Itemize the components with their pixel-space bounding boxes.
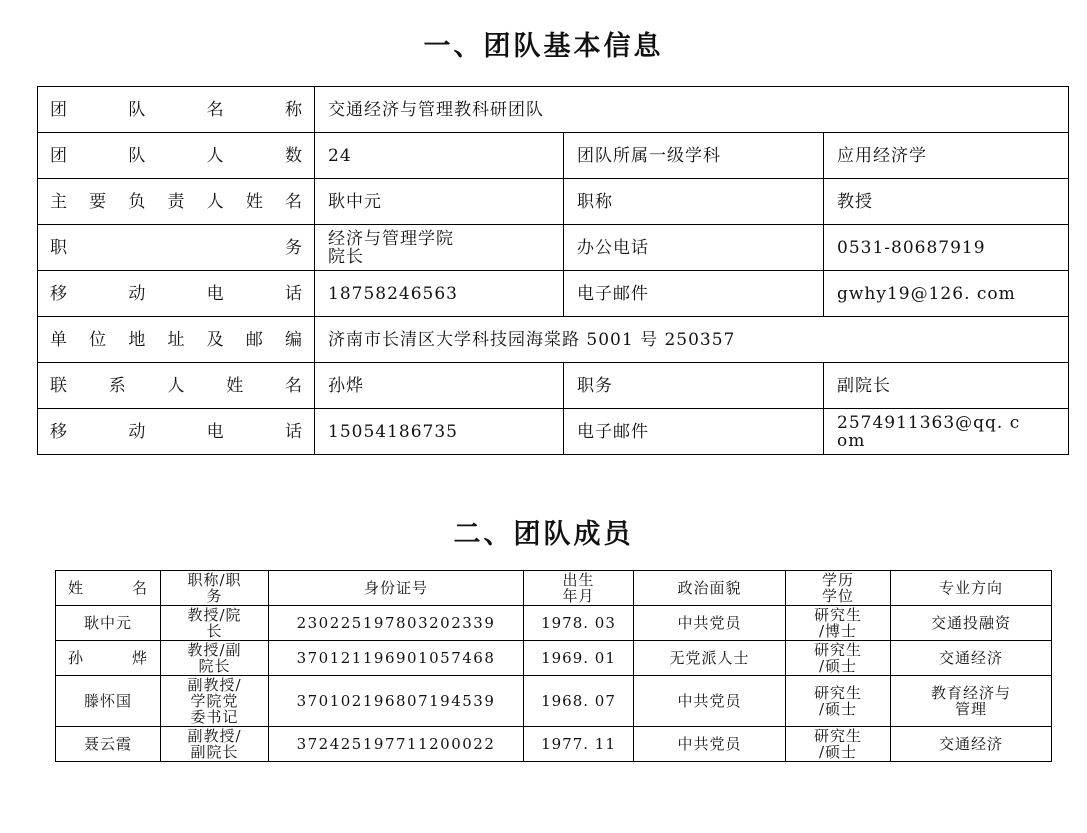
member-title-line: 教授/院	[187, 606, 242, 624]
member-birth: 1969. 01	[524, 641, 634, 676]
table-row	[38, 363, 1069, 409]
address-label: 单位地址及邮编	[38, 317, 315, 363]
table-row	[38, 409, 1069, 455]
header-birth	[524, 571, 634, 606]
lead-name-value: 耿中元	[315, 179, 564, 225]
mobile-value: 18758246563	[315, 271, 564, 317]
member-title	[161, 676, 269, 727]
contact-name-value: 孙烨	[315, 363, 564, 409]
contact-position-value: 副院长	[824, 363, 1069, 409]
office-phone-value: 0531-80687919	[824, 225, 1069, 271]
member-degree-line: 研究生	[813, 727, 862, 745]
table-row	[56, 727, 1052, 762]
office-phone-label: 办公电话	[564, 225, 824, 271]
lead-title-label: 职称	[564, 179, 824, 225]
member-name: 孙烨	[56, 641, 161, 676]
header-id: 身份证号	[269, 571, 524, 606]
member-degree-line: /硕士	[818, 743, 858, 761]
member-id: 372425197711200022	[269, 727, 524, 762]
team-info-table	[37, 86, 1069, 455]
member-degree-line: 研究生	[813, 684, 862, 702]
member-degree-line: 研究生	[813, 641, 862, 659]
member-major	[891, 676, 1052, 727]
table-row	[38, 225, 1069, 271]
header-political: 政治面貌	[634, 571, 786, 606]
member-title-line: 副教授/	[187, 727, 242, 745]
team-name-label: 团队名称	[38, 87, 315, 133]
member-title	[161, 641, 269, 676]
member-degree-line: /硕士	[818, 657, 858, 675]
team-size-label: 团队人数	[38, 133, 315, 179]
header-name: 姓名	[56, 571, 161, 606]
member-id: 370121196901057468	[269, 641, 524, 676]
member-birth: 1968. 07	[524, 676, 634, 727]
header-title	[161, 571, 269, 606]
member-major-line: 教育经济与	[930, 684, 1011, 702]
member-title-line: 副院长	[190, 743, 239, 761]
member-title-line: 委书记	[190, 708, 239, 726]
contact-email-label: 电子邮件	[564, 409, 824, 455]
member-title-line: 教授/副	[187, 641, 242, 659]
member-political: 中共党员	[634, 727, 786, 762]
table-row	[38, 87, 1069, 133]
discipline-value: 应用经济学	[824, 133, 1069, 179]
member-title-line: 学院党	[190, 692, 239, 710]
team-members-table	[55, 570, 1052, 762]
table-row	[56, 676, 1052, 727]
contact-email-line1: 2574911363@qq. c	[837, 412, 1021, 433]
header-title-line1: 职称/职	[187, 571, 242, 589]
lead-title-value: 教授	[824, 179, 1069, 225]
contact-email-value	[824, 409, 1069, 455]
member-degree-line: /硕士	[818, 700, 858, 718]
section-title-members: 二、团队成员	[453, 519, 634, 550]
member-name: 聂云霞	[56, 727, 161, 762]
header-major: 专业方向	[891, 571, 1052, 606]
table-row	[38, 133, 1069, 179]
team-name-value: 交通经济与管理教科研团队	[315, 87, 1069, 133]
position-value	[315, 225, 564, 271]
member-political: 中共党员	[634, 606, 786, 641]
section-title-basic-info: 一、团队基本信息	[423, 31, 664, 62]
table-row	[38, 271, 1069, 317]
header-degree-line1: 学历	[821, 571, 854, 589]
member-major: 交通经济	[891, 727, 1052, 762]
member-degree-line: /博士	[818, 622, 858, 640]
address-value: 济南市长清区大学科技园海棠路 5001 号 250357	[315, 317, 1069, 363]
member-degree-line: 研究生	[813, 606, 862, 624]
position-label: 职务	[38, 225, 315, 271]
table-header-row	[56, 571, 1052, 606]
contact-name-label: 联系人姓名	[38, 363, 315, 409]
table-row	[38, 317, 1069, 363]
member-degree	[786, 641, 891, 676]
member-major: 交通投融资	[891, 606, 1052, 641]
contact-position-label: 职务	[564, 363, 824, 409]
member-name: 耿中元	[56, 606, 161, 641]
lead-name-label: 主要负责人姓名	[38, 179, 315, 225]
header-birth-line2: 年月	[562, 587, 595, 605]
email-value: gwhy19@126. com	[824, 271, 1069, 317]
table-row	[56, 641, 1052, 676]
header-degree	[786, 571, 891, 606]
mobile-label: 移动电话	[38, 271, 315, 317]
position-value-line2: 院长	[328, 246, 364, 267]
contact-mobile-value: 15054186735	[315, 409, 564, 455]
discipline-label: 团队所属一级学科	[564, 133, 824, 179]
team-size-value: 24	[315, 133, 564, 179]
member-birth: 1978. 03	[524, 606, 634, 641]
member-degree	[786, 676, 891, 727]
member-title	[161, 606, 269, 641]
member-name: 滕怀国	[56, 676, 161, 727]
member-title-line: 副教授/	[187, 676, 242, 694]
table-row	[56, 606, 1052, 641]
member-political: 中共党员	[634, 676, 786, 727]
header-birth-line1: 出生	[562, 571, 595, 589]
member-major: 交通经济	[891, 641, 1052, 676]
position-value-line1: 经济与管理学院	[328, 228, 454, 249]
header-title-line2: 务	[206, 587, 223, 605]
member-major-line: 管理	[954, 700, 987, 718]
header-degree-line2: 学位	[821, 587, 854, 605]
member-birth: 1977. 11	[524, 727, 634, 762]
contact-mobile-label: 移动电话	[38, 409, 315, 455]
member-title-line: 长	[206, 622, 223, 640]
member-id: 370102196807194539	[269, 676, 524, 727]
member-id: 230225197803202339	[269, 606, 524, 641]
contact-email-line2: om	[837, 430, 866, 451]
member-title-line: 院长	[198, 657, 231, 675]
table-row	[38, 179, 1069, 225]
email-label: 电子邮件	[564, 271, 824, 317]
member-title	[161, 727, 269, 762]
member-degree	[786, 727, 891, 762]
member-political: 无党派人士	[634, 641, 786, 676]
member-degree	[786, 606, 891, 641]
